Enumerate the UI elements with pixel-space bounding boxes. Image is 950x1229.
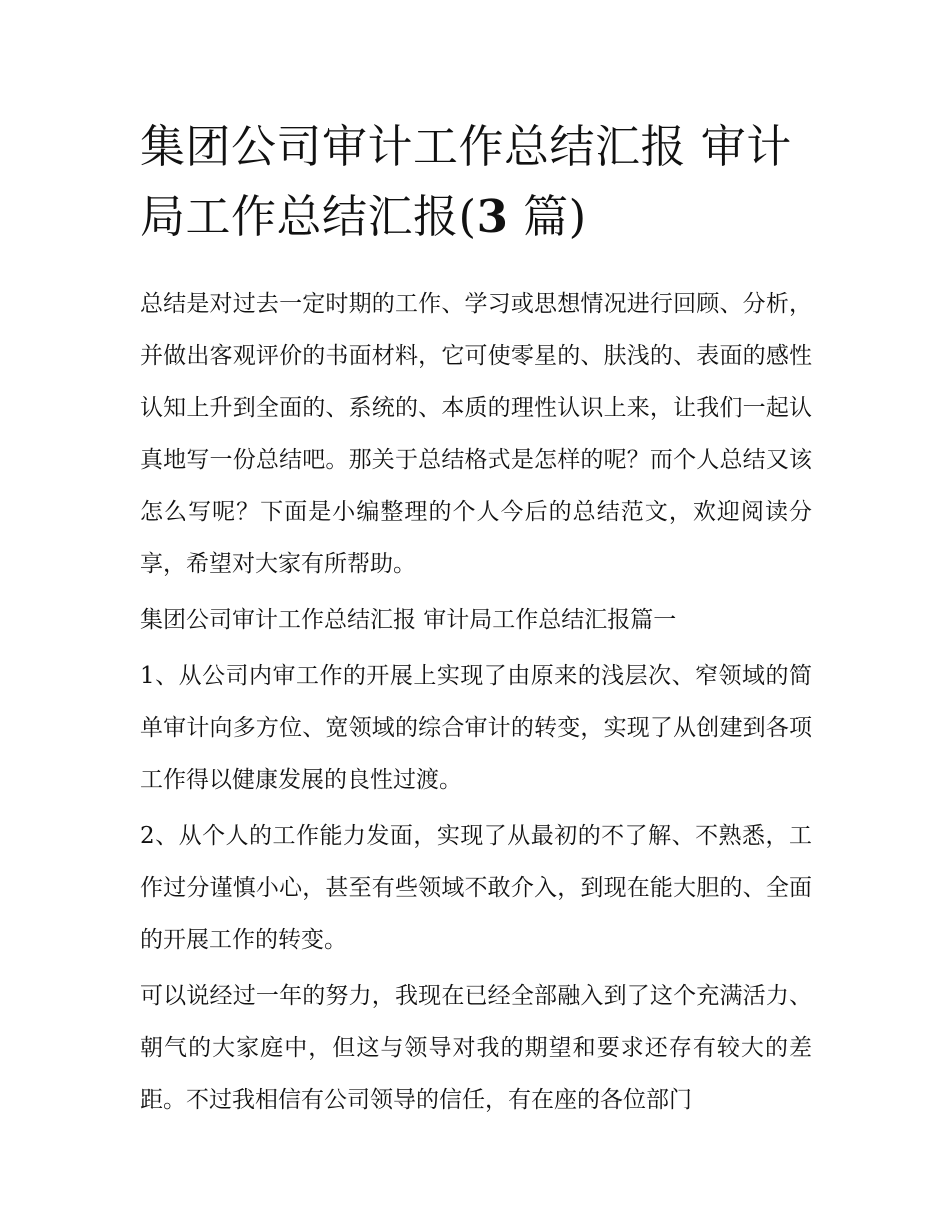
title-main-text: 集团公司审计工作总结汇报 审计局工作总结汇报( <box>140 120 792 243</box>
document-title <box>140 112 812 252</box>
section-heading: 集团公司审计工作总结汇报 审计局工作总结汇报篇一 <box>140 607 677 633</box>
item-paragraph-1: 1、从公司内审工作的开展上实现了由原来的浅层次、窄领域的简单审计向多方位、宽领域的综合审计的转变，实现了从创建到各项工作得以健康发展的良性过渡。 <box>140 663 812 793</box>
closing-paragraph: 可以说经过一年的努力，我现在已经全部融入到了这个充满活力、朝气的大家庭中，但这与领导对我的期望和要求还存有较大的差距。不过我相信有公司领导的信任，有在座的各位部门 <box>140 983 812 1113</box>
item-paragraph-2: 2、从个人的工作能力发面，实现了从最初的不了解、不熟悉，工作过分谨慎小心，甚至有些领域不敢介入，到现在能大胆的、全面的开展工作的转变。 <box>140 823 812 953</box>
intro-paragraph: 总结是对过去一定时期的工作、学习或思想情况进行回顾、分析，并做出客观评价的书面材料，它可使零星的、肤浅的、表面的感性认知上升到全面的、系统的、本质的理性认识上来，让我们一起认真地写一份总结吧。那关于总结格式是怎样的呢？而个人总结又该怎么写呢？下面是小编整理的个人今后的总结范文，欢迎阅读分享，希望对大家有所帮助。 <box>140 291 812 577</box>
title-count: 3 <box>476 190 509 243</box>
title-tail-text: 篇) <box>508 190 587 243</box>
document-body <box>140 112 812 1130</box>
